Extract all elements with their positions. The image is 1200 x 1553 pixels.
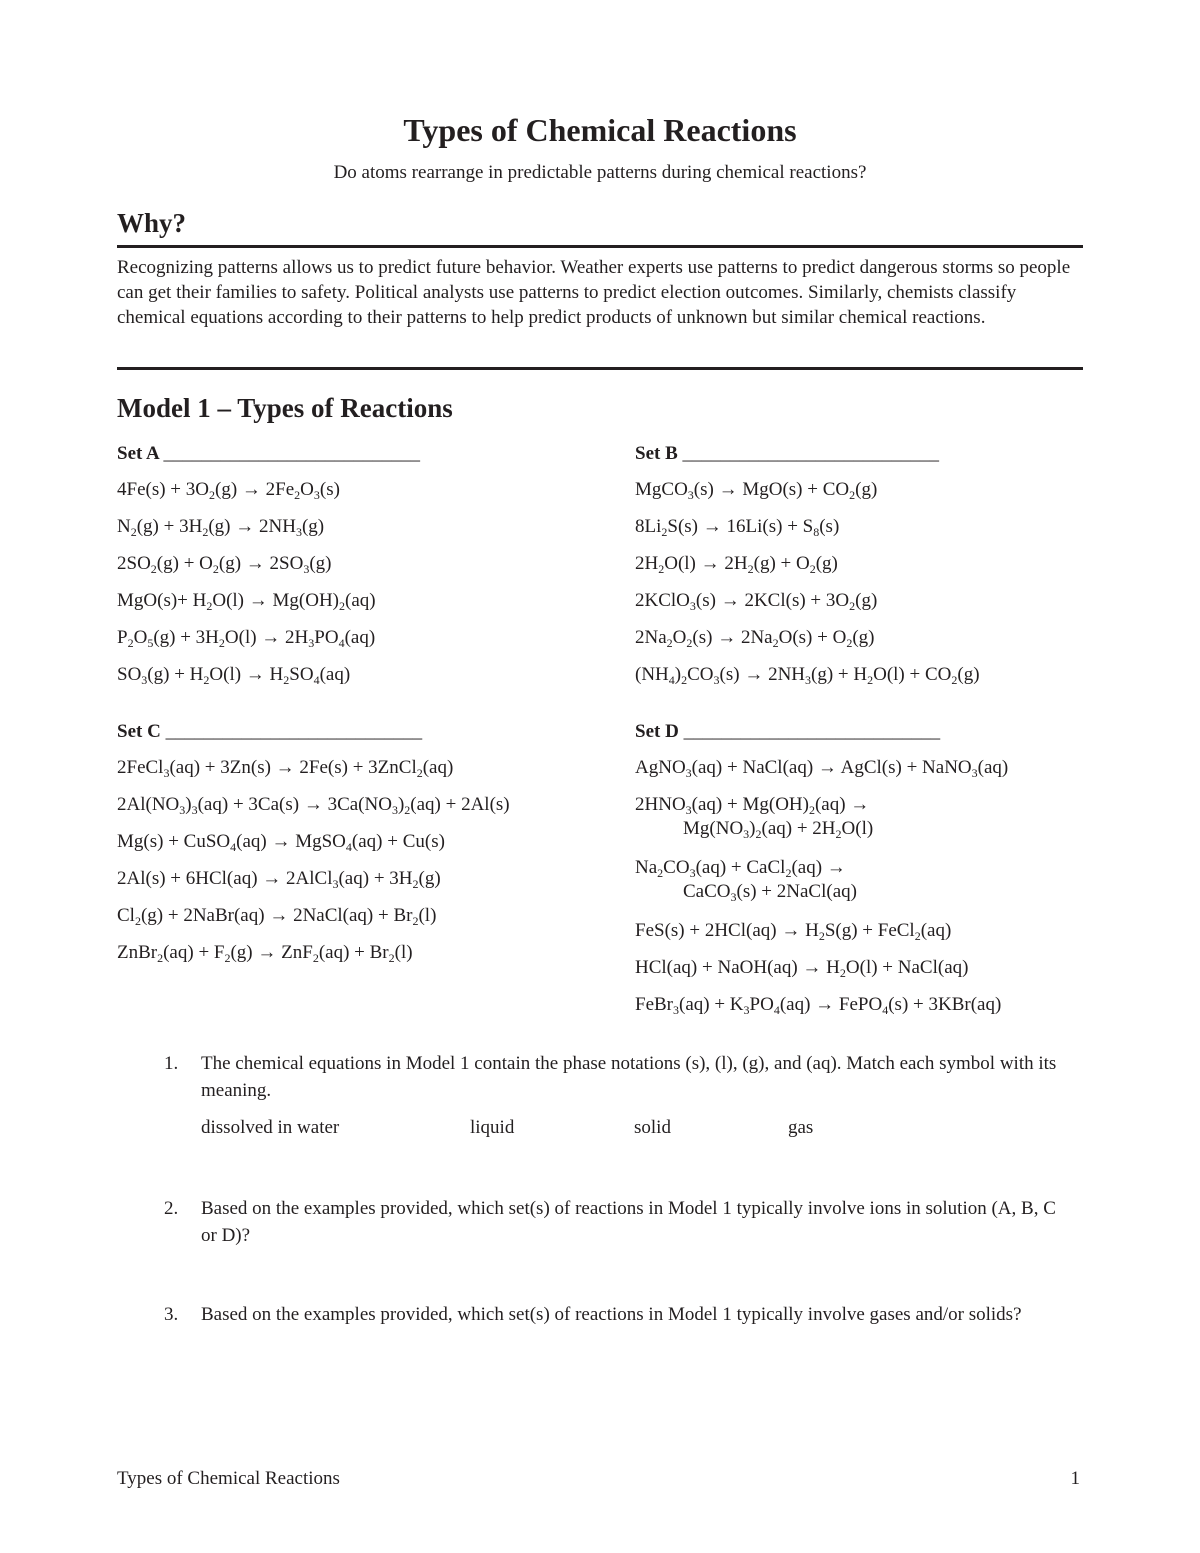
- equation-b-1: MgCO$_3$(s) → $MgO(s) + CO_2(g)$: [635, 479, 878, 502]
- set-a-label: Set A: [117, 443, 159, 464]
- equation-a-4: $MgO(s)+ H_2O(l) \to Mg(OH)_2(aq)$: [117, 590, 376, 613]
- question-3-text: Based on the examples provided, which set(s) of reactions in Model 1 typically involve gases and/or solids?: [201, 1304, 1022, 1325]
- equation-c-1: 2FeCl$_3$(aq) + 3Zn(s) → 2Fe(s) + 3ZnCl$_2$(aq): [117, 757, 454, 780]
- question-2-number: 2.: [164, 1198, 179, 1219]
- equation-b-5: $2Na_2O_2(s) \to 2Na_2O(s) + O_2(g)$: [635, 627, 875, 650]
- page-number: 1: [1070, 1468, 1080, 1489]
- set-a-equations: [117, 478, 420, 700]
- meaning-gas: gas: [788, 1117, 814, 1138]
- equation-b-3: $2H_2O(l) \to 2H_2(g) + O_2(g)$: [635, 553, 838, 576]
- footer-title: Types of Chemical Reactions: [117, 1468, 340, 1489]
- page-subtitle: Do atoms rearrange in predictable patterns during chemical reactions?: [333, 162, 867, 183]
- set-b-label: Set B: [635, 443, 678, 464]
- equation-c-4: 2Al(s) + 6HCl(aq) → 2AlCl$_3$(aq) + $3H_2(g)$: [117, 868, 441, 891]
- question-2: [164, 1195, 1064, 1249]
- equation-c-6: ZnBr$_2$(aq) + $F_2(g) \to ZnF_2(aq) + Br_2(l)$: [117, 942, 413, 965]
- question-1-text: The chemical equations in Model 1 contain the phase notations (s), (l), (g), and (aq). Match each symbol with its meaning.: [201, 1053, 1057, 1101]
- why-text: Recognizing patterns allows us to predict future behavior. Weather experts use patterns to predict dangerous storms so people can get their families to safety. Political analysts use patterns to predict election outcomes. Similarly, chemists classify chemical equations according to their patterns to help predict products of unknown but similar chemical reactions.: [117, 257, 1071, 328]
- set-c-equations: [117, 756, 510, 978]
- question-1: [164, 1050, 1064, 1104]
- question-1-number: 1.: [164, 1053, 179, 1074]
- set-b-heading: [635, 442, 980, 478]
- equation-d-1: AgNO$_3$(aq) + NaCl(aq) → AgCl(s) + NaNO$_3$(aq): [635, 757, 1009, 780]
- equation-c-3: Mg(s) + CuSO$_4$(aq) → MgSO$_4$(aq) + Cu(s): [117, 831, 445, 854]
- meaning-dissolved-in-water: dissolved in water: [201, 1117, 340, 1138]
- question-2-text: Based on the examples provided, which set(s) of reactions in Model 1 typically involve ions in solution (A, B, C or D)?: [201, 1198, 1056, 1246]
- equation-d-5: HCl(aq) + NaOH(aq) → $H_2O(l)$ + NaCl(aq): [635, 957, 969, 980]
- set-d-blank: ___________________________: [683, 721, 941, 742]
- set-b-blank: ___________________________: [682, 443, 939, 464]
- equation-c-2: $2Al(NO_3)_3(aq) + 3Ca(s) \to 3Ca(NO_3)_2(aq) + 2Al(s)$: [117, 794, 510, 817]
- equation-b-4: 2KClO$_3$(s) → $2KCl(s) + 3O_2(g)$: [635, 590, 878, 613]
- equation-c-5: $Cl_2(g)$ + 2NaBr(aq) → 2NaCl(aq) + $Br_2(l)$: [117, 905, 437, 928]
- set-d-heading: [635, 720, 1008, 756]
- equation-d-3: $Na_2CO_3(aq)$ + CaCl$_2$(aq) → CaCO$_3$(s) + 2NaCl(aq): [635, 857, 857, 904]
- question-3-number: 3.: [164, 1304, 179, 1325]
- set-d-label: Set D: [635, 721, 679, 742]
- equation-a-6: $SO_3(g) + H_2O(l) \to H_2SO_4(aq)$: [117, 664, 351, 687]
- equation-b-6: $(NH_4)_2CO_3(s) \to 2NH_3(g) + H_2O(l) + CO_2(g)$: [635, 664, 980, 687]
- page-title: Types of Chemical Reactions: [403, 112, 797, 148]
- equation-b-2: $8Li_2S(s) \to 16Li(s) + S_8(s)$: [635, 516, 840, 539]
- meaning-solid: solid: [634, 1117, 671, 1138]
- set-a-blank: ___________________________: [163, 443, 420, 464]
- equation-a-2: $N_2(g) + 3H_2(g) \to 2NH_3(g)$: [117, 516, 325, 539]
- set-a-heading: [117, 442, 420, 478]
- equation-d-6: FeBr$_3$(aq) + $K_3PO_4(aq)$ → FePO$_4$(s) + 3KBr(aq): [635, 994, 1002, 1017]
- why-top-rule: [117, 245, 1083, 248]
- set-c-heading: [117, 720, 510, 756]
- set-b: [635, 442, 980, 700]
- set-a: [117, 442, 420, 700]
- equation-a-1: $4Fe(s) + 3O_2(g) \to 2Fe_2O_3(s)$: [117, 479, 340, 502]
- equation-a-3: $2SO_2(g) + O_2(g) \to 2SO_3(g)$: [117, 553, 332, 576]
- meaning-liquid: liquid: [470, 1117, 515, 1138]
- model-heading: Model 1 – Types of Reactions: [117, 393, 453, 423]
- equation-d-2: $2HNO_3(aq) + Mg(OH)_2(aq)$ → $Mg(NO_3)_2(aq) + 2H_2O(l)$: [635, 794, 874, 841]
- why-heading: Why?: [117, 208, 187, 238]
- question-3: [164, 1301, 1064, 1328]
- set-c-blank: ___________________________: [165, 721, 423, 742]
- why-bottom-rule: [117, 367, 1083, 370]
- set-d-equations: [635, 756, 1008, 1030]
- set-c-label: Set C: [117, 721, 161, 742]
- set-c: [117, 720, 510, 978]
- equation-a-5: $P_2O_5(g) + 3H_2O(l) \to 2H_3PO_4(aq)$: [117, 627, 376, 650]
- equation-d-4: $FeS(s) + 2HCl(aq) \to H_2S(g)$ + FeCl$_2$(aq): [635, 920, 952, 943]
- set-b-equations: [635, 478, 980, 700]
- set-d: [635, 720, 1008, 1030]
